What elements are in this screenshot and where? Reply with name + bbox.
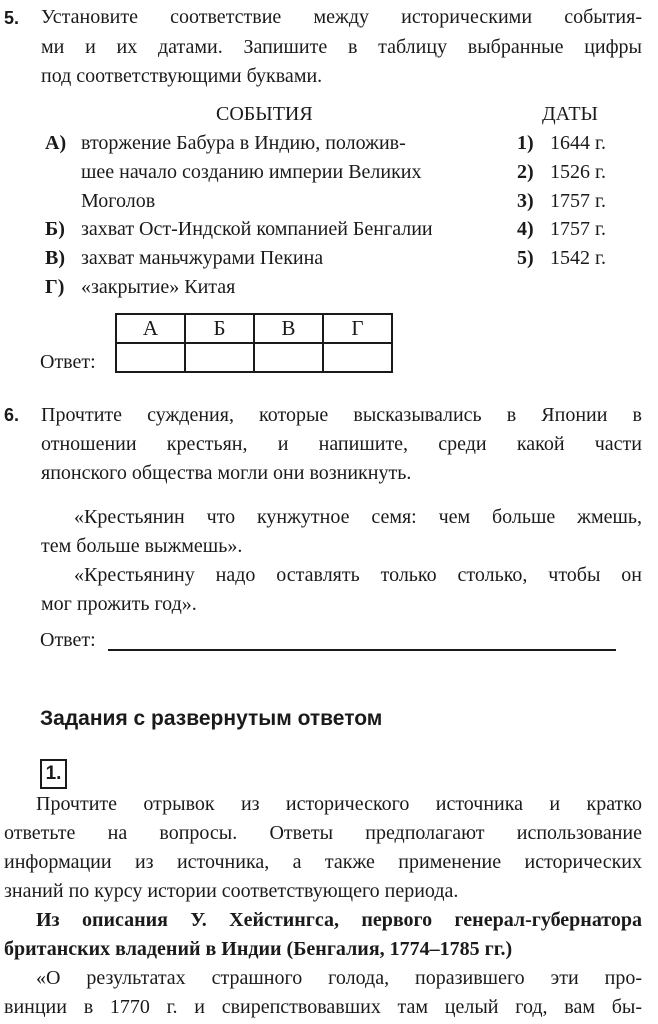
answer-header-a: А xyxy=(116,314,185,343)
event-label-g: Г) xyxy=(45,276,65,298)
intro-line-1: Прочтите отрывок из исторического источника и кратко xyxy=(36,793,642,815)
answer-cell-g[interactable] xyxy=(323,343,392,372)
dates-header: ДАТЫ xyxy=(542,103,598,125)
date-value-1: 1644 г. xyxy=(550,132,606,154)
date-value-5: 1542 г. xyxy=(550,247,606,269)
event-a-line-1: вторжение Бабура в Индию, положив- xyxy=(81,132,406,154)
date-value-2: 1526 г. xyxy=(550,161,606,183)
answer-header-v: В xyxy=(254,314,323,343)
source-title-line-2: британских владений в Индии (Бенгалия, 1774–1785 гг.) xyxy=(4,938,513,960)
date-label-3: 3) xyxy=(517,190,534,212)
section-title: Задания с развернутым ответом xyxy=(40,707,383,730)
answer-header-b: Б xyxy=(185,314,254,343)
task-6-answer-label: Ответ: xyxy=(40,629,96,651)
source-text-line-1: «О результатах страшного голода, поразившего эти про- xyxy=(36,967,642,989)
task-6-line-1: Прочтите суждения, которые высказывались в Японии в xyxy=(41,404,642,426)
task-5-answer-label: Ответ: xyxy=(40,351,96,373)
event-v-text: захват маньчжурами Пекина xyxy=(81,247,324,269)
answer-header-g: Г xyxy=(323,314,392,343)
answer-cell-a[interactable] xyxy=(116,343,185,372)
task-5-line-2: ми и их датами. Запишите в таблицу выбранные цифры xyxy=(41,36,642,58)
answer-cell-b[interactable] xyxy=(185,343,254,372)
intro-line-3: информации из источника, а также применение исторических xyxy=(4,851,642,873)
event-a-line-2: шее начало созданию империи Великих xyxy=(81,161,422,183)
task-5-line-1: Установите соответствие между историческими события- xyxy=(41,6,642,28)
answer-table xyxy=(115,313,393,373)
intro-line-2: ответьте на вопросы. Ответы предполагают использование xyxy=(4,822,642,844)
task-6-answer-line[interactable] xyxy=(108,649,616,651)
task-6-line-3: японского общества могли они возникнуть. xyxy=(41,462,412,484)
event-b-text: захват Ост-Индской компанией Бенгалии xyxy=(81,218,433,240)
event-g-text: «закрытие» Китая xyxy=(81,276,236,298)
event-label-a: А) xyxy=(45,132,67,154)
source-title-line-1: Из описания У. Хейстингса, первого генерал-губернатора xyxy=(36,909,642,931)
quote-1-line-1: «Крестьянин что кунжутное семя: чем больше жмешь, xyxy=(74,506,642,528)
events-header: СОБЫТИЯ xyxy=(216,103,313,125)
extended-task-1-number: 1. xyxy=(40,759,67,789)
task-5-line-3: под соответствующими буквами. xyxy=(41,65,323,87)
date-label-2: 2) xyxy=(517,161,534,183)
source-text-line-2: винции в 1770 г. и свирепствовавших там целый год, вам бы- xyxy=(4,996,642,1018)
intro-line-4: знаний по курсу истории соответствующего периода. xyxy=(4,880,459,902)
date-label-1: 1) xyxy=(517,132,534,154)
task-5-number: 5. xyxy=(4,8,20,28)
event-a-line-3: Моголов xyxy=(81,190,156,212)
date-label-5: 5) xyxy=(517,247,534,269)
task-6-number: 6. xyxy=(4,405,20,425)
date-value-4: 1757 г. xyxy=(550,218,606,240)
quote-2-line-1: «Крестьянину надо оставлять только столько, чтобы он xyxy=(74,564,642,586)
task-6-line-2: отношении крестьян, и напишите, среди какой части xyxy=(41,433,642,455)
date-label-4: 4) xyxy=(517,218,534,240)
answer-cell-v[interactable] xyxy=(254,343,323,372)
event-label-v: В) xyxy=(45,247,65,269)
date-value-3: 1757 г. xyxy=(550,190,606,212)
event-label-b: Б) xyxy=(45,218,65,240)
quote-1-line-2: тем больше выжмешь». xyxy=(41,535,243,557)
quote-2-line-2: мог прожить год». xyxy=(41,593,197,615)
